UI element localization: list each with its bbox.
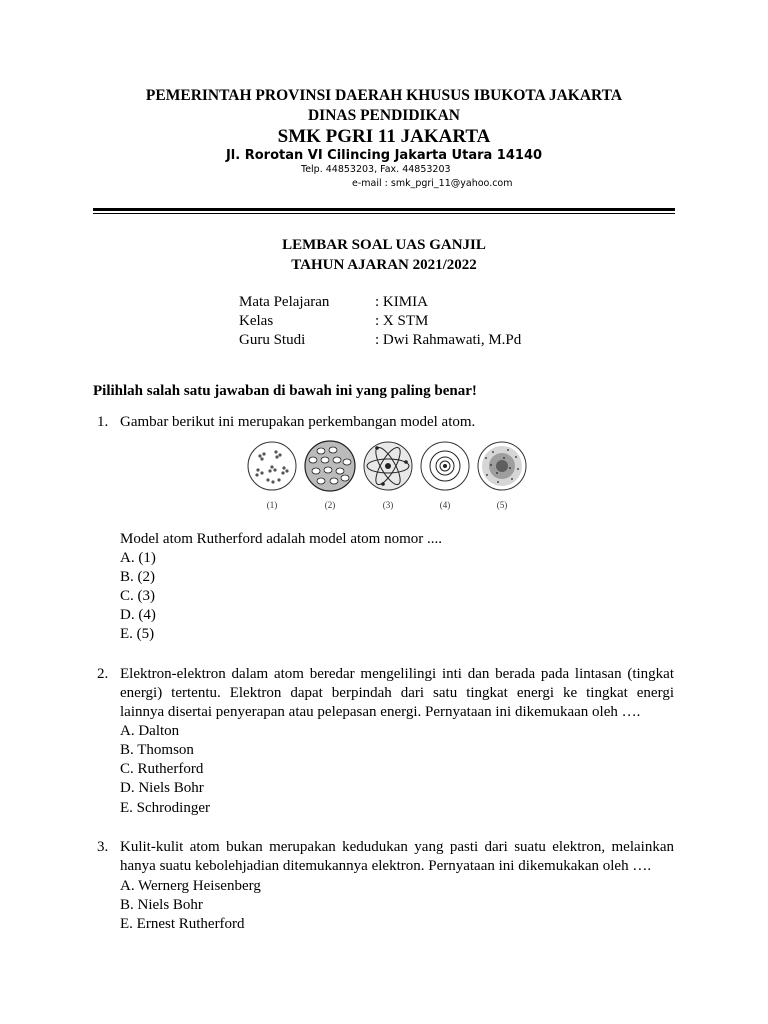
instruction: Pilihlah salah satu jawaban di bawah ini yang paling benar! <box>93 383 477 399</box>
school-name: SMK PGRI 11 JAKARTA <box>277 126 491 147</box>
figure-label-4: (4) <box>439 500 451 510</box>
info-row-subject <box>239 293 428 312</box>
info-label: Kelas <box>239 313 274 329</box>
info-label: Mata Pelajaran <box>239 294 330 310</box>
atom-model-1 <box>248 442 296 490</box>
answer-option: C. Rutherford <box>120 761 204 777</box>
answer-option: A. (1) <box>120 550 156 566</box>
government-header: PEMERINTAH PROVINSI DAERAH KHUSUS IBUKOTA JAKARTA <box>145 87 623 104</box>
question-text: Gambar berikut ini merupakan perkembangan model atom. <box>120 414 476 430</box>
figure-label-1: (1) <box>266 500 278 510</box>
answer-option: E. (5) <box>120 626 155 642</box>
department-header: DINAS PENDIDIKAN <box>307 107 460 124</box>
exam-title: LEMBAR SOAL UAS GANJIL <box>282 237 486 253</box>
answer-option: D. (4) <box>120 607 156 623</box>
question-number: 1. <box>97 414 109 430</box>
academic-year: TAHUN AJARAN 2021/2022 <box>291 257 477 273</box>
info-row-teacher <box>239 331 521 350</box>
school-email: e-mail : smk_pgri_11@yahoo.com <box>352 178 513 189</box>
answer-option: A. Wernerg Heisenberg <box>120 878 261 894</box>
header-divider-thick <box>93 208 675 211</box>
answer-option: E. Schrodinger <box>120 800 210 816</box>
answer-option: B. (2) <box>120 569 155 585</box>
atom-models-figure <box>246 438 534 514</box>
figure-label-5: (5) <box>496 500 508 510</box>
answer-option: B. Thomson <box>120 742 194 758</box>
info-value: : Dwi Rahmawati, M.Pd <box>375 332 522 348</box>
atom-models-illustration <box>246 438 534 514</box>
answer-option: A. Dalton <box>120 723 180 739</box>
answer-option: C. (3) <box>120 588 155 604</box>
atom-model-4 <box>421 442 469 490</box>
question-text: Elektron-elektron dalam atom beredar mengelilingi inti dan berada pada lintasan (tingkat <box>120 666 674 682</box>
info-value: : X STM <box>375 313 429 329</box>
question-text: Kulit-kulit atom bukan merupakan kedudukan yang pasti dari suatu elektron, melainkan <box>120 839 674 855</box>
info-value: : KIMIA <box>375 294 428 310</box>
school-address: Jl. Rorotan VI Cilincing Jakarta Utara 14140 <box>225 148 543 163</box>
header-divider-thin <box>93 213 675 214</box>
info-label: Guru Studi <box>239 332 306 348</box>
question-text: lainnya disertai penyerapan atau pelepasan energi. Pernyataan ini dikemukaan oleh …. <box>120 704 641 720</box>
school-phone: Telp. 44853203, Fax. 44853203 <box>301 164 451 175</box>
question-prompt: Model atom Rutherford adalah model atom nomor .... <box>120 531 443 547</box>
question-number: 2. <box>97 666 109 682</box>
question-text: energi) tertentu. Elektron dapat berpindah dari satu tingkat energi ke tingkat energi <box>120 685 674 701</box>
atom-model-5 <box>478 442 526 490</box>
figure-label-3: (3) <box>382 500 394 510</box>
figure-label-2: (2) <box>324 500 336 510</box>
answer-option: B. Niels Bohr <box>120 897 203 913</box>
atom-model-3 <box>364 442 412 490</box>
atom-model-2 <box>305 441 355 491</box>
question-text: hanya suatu kebolehjadian ditemukannya elektron. Pernyataan ini dikemukakan oleh …. <box>120 858 652 874</box>
answer-option: E. Ernest Rutherford <box>120 916 245 932</box>
info-row-class <box>239 312 428 331</box>
question-number: 3. <box>97 839 109 855</box>
answer-option: D. Niels Bohr <box>120 780 204 796</box>
